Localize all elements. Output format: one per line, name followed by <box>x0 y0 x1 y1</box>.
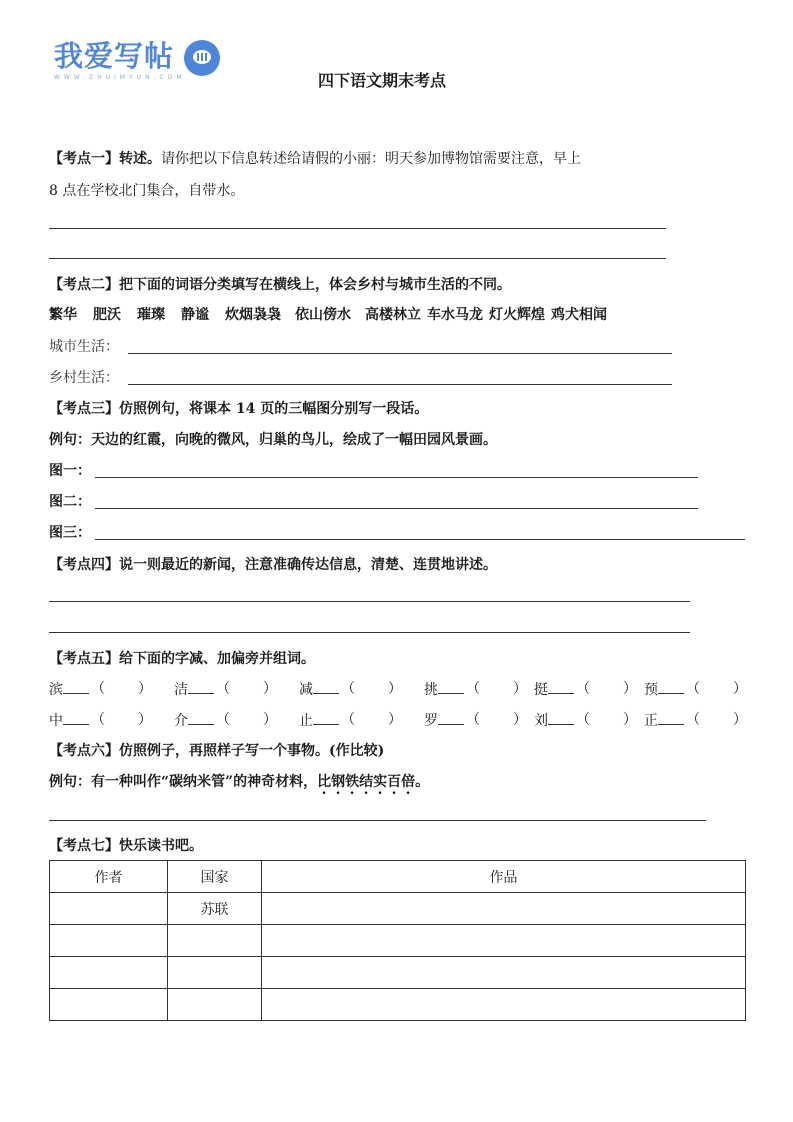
logo-url: WWW.ZHUIMYUN.COM <box>54 74 186 81</box>
picture-1-label: 图一： <box>49 463 91 479</box>
column-country: 国家 <box>168 861 262 893</box>
word-item: 静谧 <box>181 307 209 323</box>
answer-line[interactable] <box>49 258 666 259</box>
section-1-heading: 【考点一】转述。 <box>49 151 161 167</box>
word-item: 肥沃 <box>93 307 121 323</box>
table-row <box>50 989 746 1021</box>
char-item: 挺 <box>534 679 574 700</box>
paren-open: （ <box>341 712 355 728</box>
paren-close: ） <box>263 681 277 697</box>
section-3-heading: 【考点三】仿照例句，将课本 14 页的三幅图分别写一段话。 <box>49 401 429 417</box>
answer-line[interactable] <box>49 228 666 229</box>
table-cell[interactable] <box>50 893 168 925</box>
logo <box>54 38 186 81</box>
word-item: 高楼林立 <box>365 307 421 323</box>
dotted-char: 结 <box>359 774 374 790</box>
paren-open: （ <box>91 712 105 728</box>
paren-close: ） <box>513 712 527 728</box>
word-bank <box>49 305 689 325</box>
char-item: 预 <box>644 679 684 700</box>
char-item: 介 <box>174 710 214 731</box>
paren-close: ） <box>388 681 402 697</box>
section-1-prompt <box>49 149 581 169</box>
paren-close: ） <box>733 712 747 728</box>
char-item: 洁 <box>174 679 214 700</box>
table-cell[interactable] <box>50 925 168 957</box>
char-item: 刘 <box>534 710 574 731</box>
paren-close: ） <box>138 712 152 728</box>
paren-close: ） <box>623 681 637 697</box>
char-item: 止 <box>299 710 339 731</box>
char-item: 正 <box>644 710 684 731</box>
paren-open: （ <box>341 681 355 697</box>
section-1-text-1: 请你把以下信息转述给请假的小丽：明天参加博物馆需要注意，早上 <box>161 151 581 167</box>
section-6-heading: 【考点六】仿照例子，再照样子写一个事物。(作比较) <box>49 743 385 759</box>
table-header-row <box>50 861 746 893</box>
reading-table <box>49 860 746 1021</box>
dotted-char: 百 <box>387 774 402 790</box>
word-item: 鸡犬相闻 <box>551 307 607 323</box>
table-cell[interactable] <box>262 925 746 957</box>
table-cell[interactable] <box>168 989 262 1021</box>
answer-line[interactable] <box>49 632 690 633</box>
city-life-answer-line[interactable] <box>128 353 672 354</box>
paren-open: （ <box>576 681 590 697</box>
paren-open: （ <box>216 712 230 728</box>
table-row <box>50 957 746 989</box>
answer-line[interactable] <box>49 601 690 602</box>
word-item: 炊烟袅袅 <box>225 307 281 323</box>
dotted-char: 比 <box>317 774 332 790</box>
dotted-char: 铁 <box>345 774 360 790</box>
table-cell[interactable] <box>262 893 746 925</box>
picture-1-answer-line[interactable] <box>95 477 698 478</box>
paren-open: （ <box>466 712 480 728</box>
paren-close: ） <box>263 712 277 728</box>
char-item: 中 <box>49 710 89 731</box>
section-5-heading: 【考点五】给下面的字减、加偏旁并组词。 <box>49 651 315 667</box>
city-life-label: 城市生活： <box>49 339 119 355</box>
picture-3-label: 图三： <box>49 525 91 541</box>
logo-badge-icon <box>184 40 220 76</box>
dotted-char: 钢 <box>331 774 346 790</box>
paren-open: （ <box>576 712 590 728</box>
picture-2-answer-line[interactable] <box>95 508 698 509</box>
section-6-example <box>49 772 429 792</box>
paren-close: ） <box>513 681 527 697</box>
paren-open: （ <box>216 681 230 697</box>
table-cell[interactable] <box>262 989 746 1021</box>
paren-close: ） <box>733 681 747 697</box>
word-item: 车水马龙 <box>427 307 483 323</box>
table-cell[interactable]: 苏联 <box>168 893 262 925</box>
word-item: 灯火辉煌 <box>489 307 545 323</box>
village-life-label: 乡村生活： <box>49 370 119 386</box>
paren-open: （ <box>466 681 480 697</box>
table-cell[interactable] <box>168 957 262 989</box>
section-4-heading: 【考点四】说一则最近的新闻，注意准确传达信息，清楚、连贯地讲述。 <box>49 557 497 573</box>
word-item: 璀璨 <box>137 307 165 323</box>
answer-line[interactable] <box>49 820 706 821</box>
example-end: 。 <box>415 774 430 790</box>
section-2-heading: 【考点二】把下面的词语分类填写在横线上，体会乡村与城市生活的不同。 <box>49 277 511 293</box>
picture-3-answer-line[interactable] <box>95 539 745 540</box>
table-row <box>50 893 746 925</box>
example-text: 例句：有一种叫作“碳纳米管”的神奇材料， <box>49 774 318 790</box>
char-item: 减 <box>299 679 339 700</box>
paren-open: （ <box>686 712 700 728</box>
column-works: 作品 <box>262 861 746 893</box>
page-title: 四下语文期末考点 <box>318 71 447 90</box>
column-author: 作者 <box>50 861 168 893</box>
word-item: 依山傍水 <box>295 307 351 323</box>
paren-open: （ <box>686 681 700 697</box>
paren-close: ） <box>388 712 402 728</box>
table-cell[interactable] <box>262 957 746 989</box>
dotted-char: 实 <box>373 774 388 790</box>
dotted-char: 倍 <box>401 774 416 790</box>
word-item: 繁华 <box>49 307 77 323</box>
paren-close: ） <box>138 681 152 697</box>
section-3-example: 例句：天边的红霞，向晚的微风，归巢的鸟儿，绘成了一幅田园风景画。 <box>49 432 497 448</box>
village-life-answer-line[interactable] <box>128 384 672 385</box>
section-1-text-2: 8 点在学校北门集合，自带水。 <box>49 183 245 199</box>
table-cell[interactable] <box>50 957 168 989</box>
logo-brand: 我爱写帖 <box>54 39 175 73</box>
section-7-heading: 【考点七】快乐读书吧。 <box>49 838 203 854</box>
char-item: 挑 <box>424 679 464 700</box>
paren-close: ） <box>623 712 637 728</box>
table-cell[interactable] <box>168 925 262 957</box>
table-row <box>50 925 746 957</box>
paren-open: （ <box>91 681 105 697</box>
char-item: 滨 <box>49 679 89 700</box>
table-cell[interactable] <box>50 989 168 1021</box>
char-item: 罗 <box>424 710 464 731</box>
picture-2-label: 图二： <box>49 494 91 510</box>
